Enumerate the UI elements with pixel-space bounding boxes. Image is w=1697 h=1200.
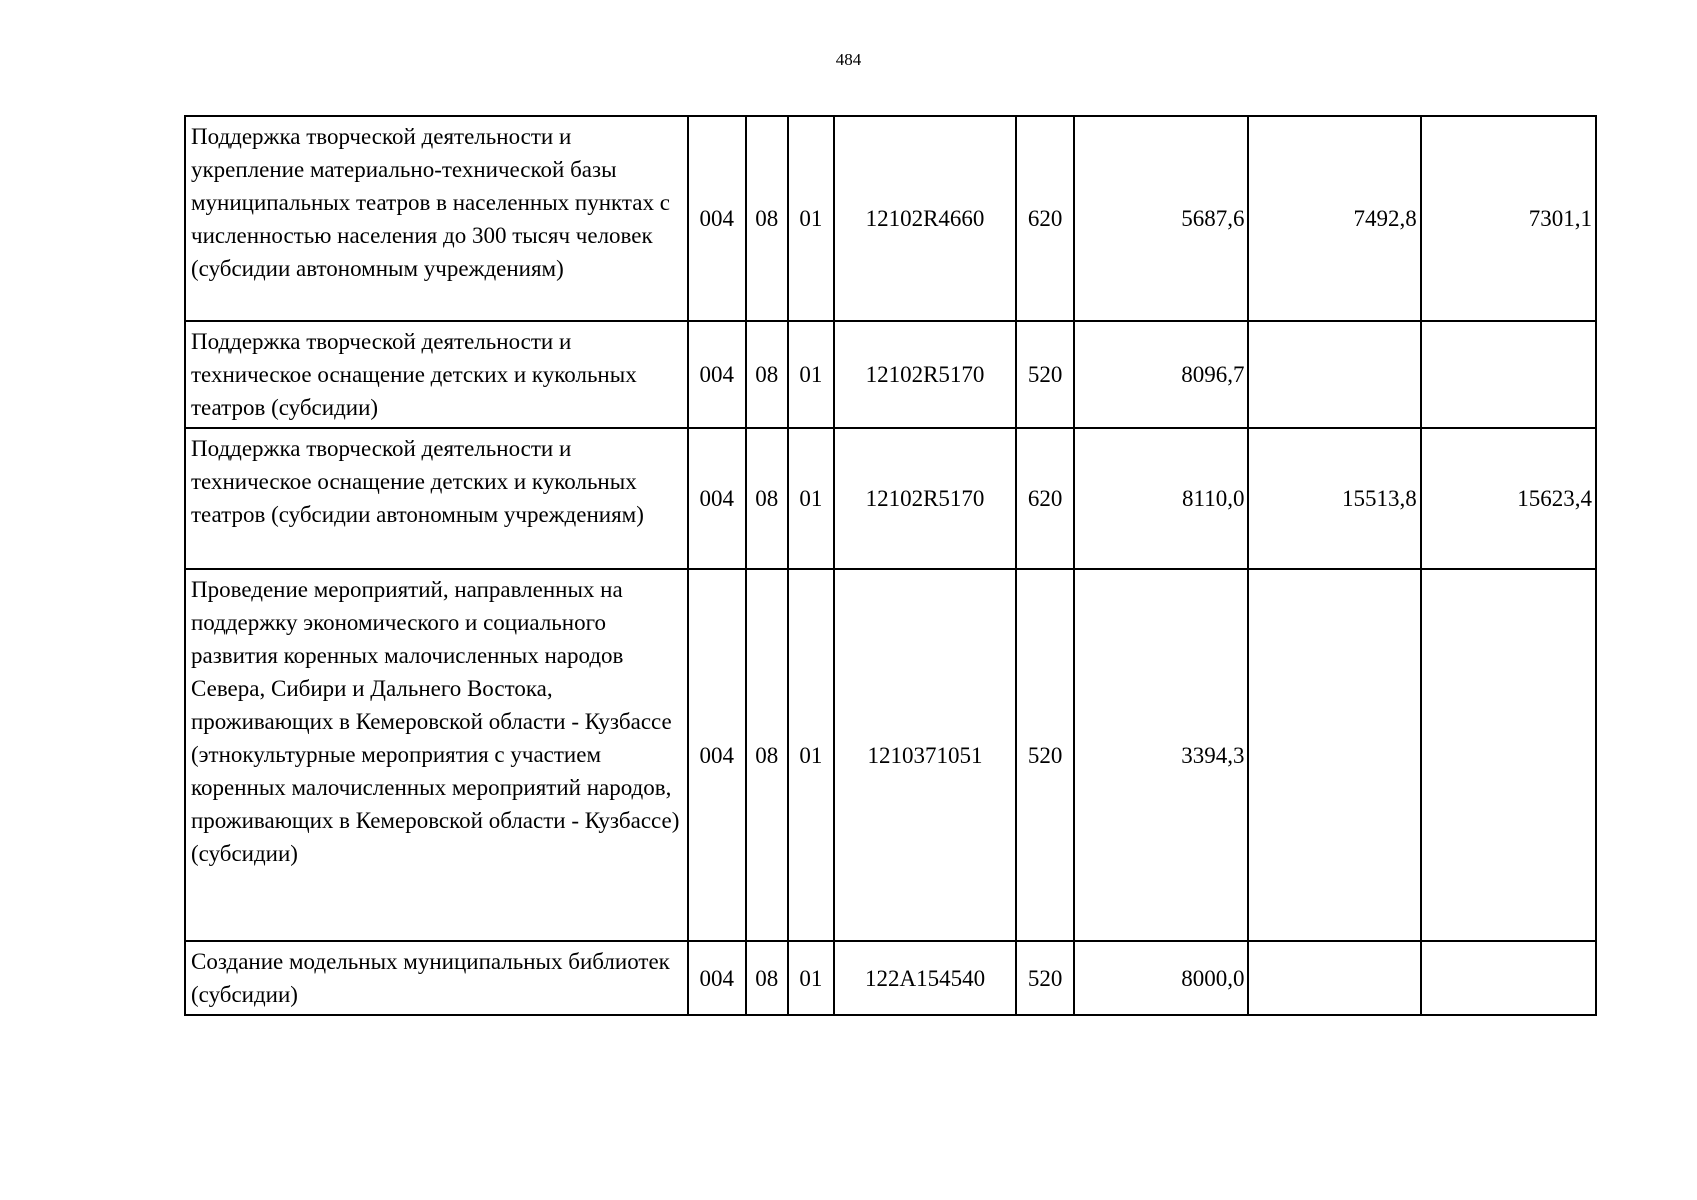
table-row [185, 941, 1596, 1015]
ministry-code: 004 [688, 569, 746, 941]
row-name: Поддержка творческой деятельности и техническое оснащение детских и кукольных театров (субсидии автономным учреждениям) [185, 428, 688, 569]
ministry-code: 004 [688, 116, 746, 321]
amount-year-3 [1421, 941, 1596, 1015]
row-name: Проведение мероприятий, направленных на поддержку экономического и социального развития коренных малочисленных народов Севера, Сибири и Дальнего Востока, проживающих в Кемеровской области - Кузбассе (этнокультурные мероприятия с участием коренных малочисленных мероприятий народов, проживающих в Кемеровской области - Кузбассе) (субсидии) [185, 569, 688, 941]
amount-year-1: 8110,0 [1074, 428, 1248, 569]
amount-year-1: 8000,0 [1074, 941, 1248, 1015]
section-code: 08 [746, 569, 788, 941]
amount-year-2 [1248, 321, 1420, 428]
amount-year-1: 5687,6 [1074, 116, 1248, 321]
amount-year-3 [1421, 321, 1596, 428]
table-row [185, 569, 1596, 941]
subsection-code: 01 [788, 321, 834, 428]
target-article-code: 122А154540 [834, 941, 1016, 1015]
amount-year-2: 15513,8 [1248, 428, 1420, 569]
amount-year-1: 3394,3 [1074, 569, 1248, 941]
target-article-code: 1210371051 [834, 569, 1016, 941]
page-number: 484 [835, 50, 862, 69]
expense-type-code: 520 [1016, 941, 1074, 1015]
amount-year-3: 15623,4 [1421, 428, 1596, 569]
expense-type-code: 520 [1016, 321, 1074, 428]
ministry-code: 004 [688, 428, 746, 569]
row-name: Создание модельных муниципальных библиотек (субсидии) [185, 941, 688, 1015]
target-article-code: 12102R5170 [834, 428, 1016, 569]
amount-year-3 [1421, 569, 1596, 941]
row-name: Поддержка творческой деятельности и укрепление материально-технической базы муниципальных театров в населенных пунктах с численностью населения до 300 тысяч человек (субсидии автономным учреждениям) [185, 116, 688, 321]
subsection-code: 01 [788, 569, 834, 941]
subsection-code: 01 [788, 116, 834, 321]
amount-year-2 [1248, 941, 1420, 1015]
target-article-code: 12102R4660 [834, 116, 1016, 321]
ministry-code: 004 [688, 941, 746, 1015]
expense-type-code: 620 [1016, 116, 1074, 321]
amount-year-2: 7492,8 [1248, 116, 1420, 321]
subsection-code: 01 [788, 941, 834, 1015]
section-code: 08 [746, 941, 788, 1015]
section-code: 08 [746, 428, 788, 569]
budget-table [184, 115, 1597, 1016]
subsection-code: 01 [788, 428, 834, 569]
section-code: 08 [746, 116, 788, 321]
expense-type-code: 520 [1016, 569, 1074, 941]
amount-year-1: 8096,7 [1074, 321, 1248, 428]
table-row [185, 321, 1596, 428]
target-article-code: 12102R5170 [834, 321, 1016, 428]
ministry-code: 004 [688, 321, 746, 428]
section-code: 08 [746, 321, 788, 428]
expense-type-code: 620 [1016, 428, 1074, 569]
amount-year-3: 7301,1 [1421, 116, 1596, 321]
row-name: Поддержка творческой деятельности и техническое оснащение детских и кукольных театров (субсидии) [185, 321, 688, 428]
amount-year-2 [1248, 569, 1420, 941]
table-row [185, 428, 1596, 569]
table-row [185, 116, 1596, 321]
